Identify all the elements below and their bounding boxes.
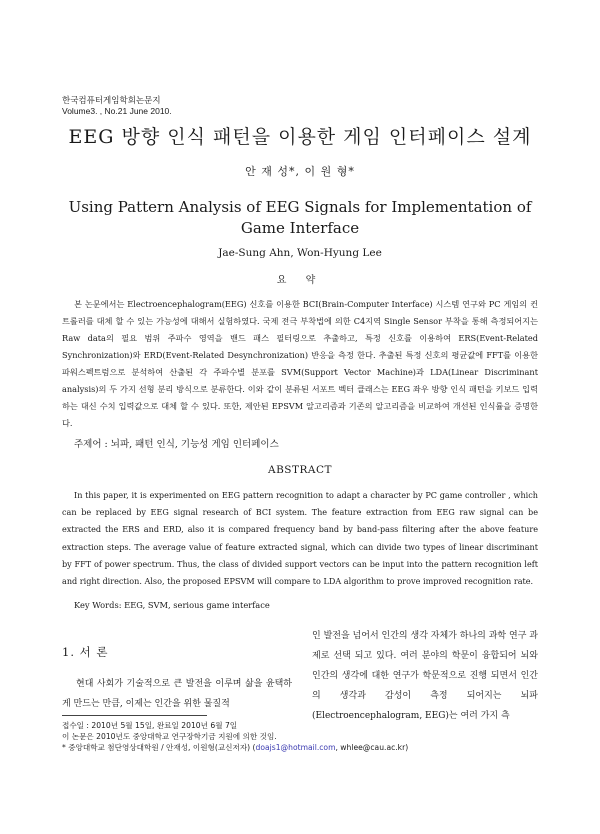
- footnotes: [62, 720, 408, 753]
- authors-english: Jae-Sung Ahn, Won-Hyung Lee: [218, 247, 382, 259]
- affiliation-email-rest: , whlee@cau.ac.kr): [335, 743, 409, 752]
- introduction-paragraph-right: 인 발전을 넘어서 인간의 생각 자체가 하나의 과학 연구 과제로 선택 되고 있다. 여러 분야의 학문이 융합되어 뇌와 인간의 생각에 대한 연구가 학문적으로 진행 되면서 인간의 생각과 감성이 측정 되어지는 뇌파(Electroencephalogram, EEG)는 여러 가지 측: [312, 631, 538, 721]
- affiliation-text: * 중앙대학교 첨단영상대학원 / 안재성, 이원형(교신저자) (: [62, 743, 256, 752]
- keywords-english: Key Words: EEG, SVM, serious game interface: [74, 600, 270, 610]
- introduction-paragraph-left: 현대 사회가 기술적으로 큰 발전을 이루며 삶을 윤택하게 만드는 만큼, 이제는 인간을 위한 물질적: [62, 679, 292, 709]
- footnote-divider: [62, 715, 207, 716]
- keywords-korean: 주제어 : 뇌파, 패턴 인식, 기능성 게임 인터페이스: [74, 439, 279, 450]
- paper-title-english: Using Pattern Analysis of EEG Signals for Implementation of Game Interface: [68, 198, 532, 237]
- abstract-korean-heading: 요 약: [276, 275, 324, 286]
- abstract-english-heading: ABSTRACT: [267, 464, 333, 476]
- journal-volume: Volume3. , No.21 June 2010.: [62, 106, 172, 116]
- journal-name: 한국컴퓨터게임학회논문지: [62, 95, 161, 105]
- body-left-column: [62, 626, 292, 714]
- paper-title-korean: EEG 방향 인식 패턴을 이용한 게임 인터페이스 설계: [68, 126, 532, 148]
- journal-header: [62, 95, 172, 117]
- footnote-affiliation: [62, 742, 408, 753]
- abstract-english-body: In this paper, it is experimented on EEG pattern recognition to adapt a character by PC game controller , which can be replaced by EEG signal research of BCI system. The feature extraction from EEG raw signal can be extracted the ERS and ERD, also it is compared frequency band by band-pass filtering after the above feature extraction steps. The average value of feature extracted signal, which can divide two types of linear discriminant by FFT of power spectrum. Thus, the class of divided support vectors can be input into the pattern recognition left and right direction. Also, the proposed EPSVM will compare to LDA algorithm to prove improved recognition rate.: [62, 490, 538, 587]
- authors-korean: 안 재 성*, 이 원 형*: [245, 165, 355, 178]
- footnote-dates: 접수일 : 2010년 5월 15일, 완료일 2010년 6월 7일: [62, 721, 238, 730]
- footnote-funding: 이 논문은 2010년도 중앙대학교 연구장학기금 지원에 의한 것임.: [62, 732, 277, 741]
- author-email-link[interactable]: doajs1@hotmail.com: [255, 743, 336, 752]
- section-heading-introduction: 1. 서 론: [62, 645, 109, 659]
- abstract-korean-body: 본 논문에서는 Electroencephalogram(EEG) 신호를 이용한 BCI(Brain-Computer Interface) 시스템 연구와 PC 게임의 컨트롤러를 대체 할 수 있는 가능성에 대해서 실험하였다. 국제 전극 부착법에 의한 C4지역 Single Sensor 부착을 통해 측정되어지는 Raw data의 필요 범위 주파수 영역을 밴드 패스 필터링으로 추출하고, 특정 신호를 이용하여 ERS(Event-Related Synchronization)와 ERD(Event-Related Desynchronization) 반응을 측정 한다. 추출된 특정 신호의 평균값에 FFT를 이용한 파워스펙트럼으로 분석하여 산출된 각 주파수별 분포를 SVM(Support Vector Machine)과 LDA(Linear Discriminant analysis)의 두 가지 선형 분리 방식으로 분류한다. 이와 같이 분류된 서포트 벡터 클래스는 EEG 좌우 방향 인식 패턴을 키보드 입력하는 대신 수치 입력값으로 대체 할 수 있다. 또한, 제안된 EPSVM 알고리즘과 기존의 알고리즘을 비교하여 개선된 인식률을 증명한다.: [62, 299, 538, 428]
